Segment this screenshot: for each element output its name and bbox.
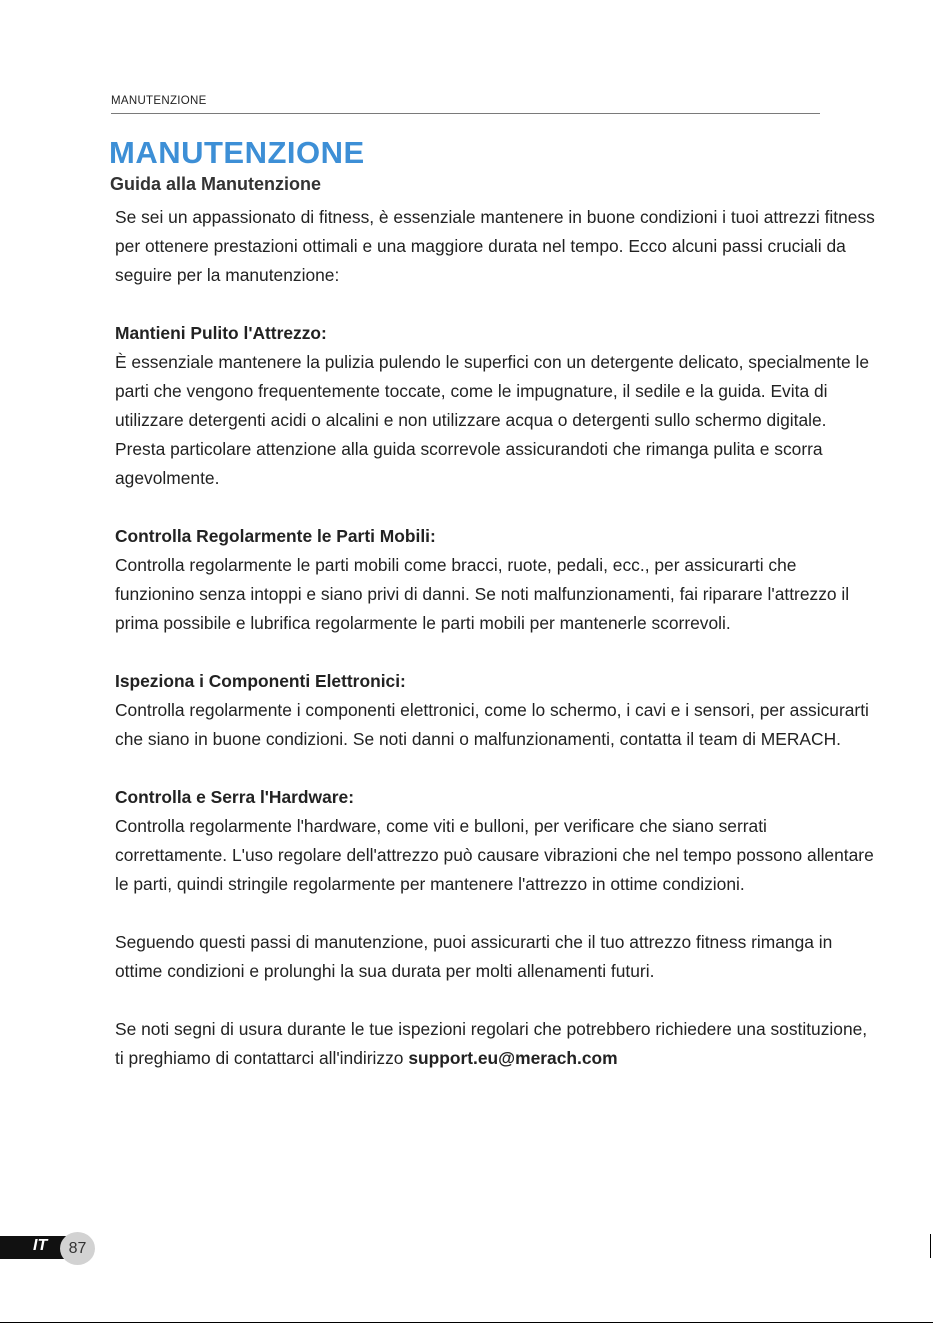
section-heading: Ispeziona i Componenti Elettronici: — [115, 671, 406, 691]
header-divider — [111, 113, 820, 114]
running-header: MANUTENZIONE — [111, 95, 207, 107]
section-electronics — [115, 667, 875, 754]
document-body — [115, 203, 875, 1102]
section-body: Controlla regolarmente le parti mobili come bracci, ruote, pedali, ecc., per assicurarti che funzionino senza intoppi e siano privi di danni. Se noti malfunzionamenti, fai riparare l'attrezzo il prima possibile e lubrifica regolarmente le parti mobili per mantenerle scorrevoli. — [115, 555, 850, 633]
section-body: Controlla regolarmente l'hardware, come viti e bulloni, per verificare che siano serrati correttamente. L'uso regolare dell'attrezzo può causare vibrazioni che nel tempo possono allentare le parti, quindi stringile regolarmente per mantenere l'attrezzo in ottime condizioni. — [115, 816, 874, 894]
page-subtitle: Guida alla Manutenzione — [110, 174, 322, 194]
section-moving-parts — [115, 522, 875, 638]
footer-language-label: IT — [33, 1237, 48, 1254]
crop-mark — [930, 1234, 931, 1258]
section-body: È essenziale mantenere la pulizia pulendo le superfici con un detergente delicato, specialmente le parti che vengono frequentemente toccate, come le impugnature, il sedile e la guida. Evita di utilizzare detergenti acidi o alcalini e non utilizzare acqua o detergenti sullo schermo digitale. Presta particolare attenzione alla guida scorrevole assicurandoti che rimanga pulita e scorra agevolmente. — [115, 352, 870, 488]
section-clean — [115, 319, 875, 493]
contact-text: Se noti segni di usura durante le tue ispezioni regolari che potrebbero richiedere una sostituzione, ti preghiamo di contattarci all'indirizzo — [115, 1019, 868, 1068]
closing-paragraph: Seguendo questi passi di manutenzione, puoi assicurarti che il tuo attrezzo fitness rimanga in ottime condizioni e prolunghi la sua durata per molti allenamenti futuri. — [115, 932, 833, 981]
section-heading: Controlla Regolarmente le Parti Mobili: — [115, 526, 436, 546]
section-body: Controlla regolarmente i componenti elettronici, come lo schermo, i cavi e i sensori, per assicurarti che siano in buone condizioni. Se noti danni o malfunzionamenti, contatta il team di MERACH. — [115, 700, 869, 749]
contact-paragraph — [115, 1015, 875, 1073]
section-hardware — [115, 783, 875, 899]
page-title: MANUTENZIONE — [109, 135, 365, 170]
page-number-badge: 87 — [60, 1232, 95, 1265]
section-heading: Controlla e Serra l'Hardware: — [115, 787, 354, 807]
support-email: support.eu@merach.com — [408, 1048, 618, 1068]
page-bottom-edge — [0, 1322, 933, 1323]
intro-paragraph: Se sei un appassionato di fitness, è essenziale mantenere in buone condizioni i tuoi attrezzi fitness per ottenere prestazioni ottimali e una maggiore durata nel tempo. Ecco alcuni passi cruciali da seguire per la manutenzione: — [115, 207, 875, 285]
section-heading: Mantieni Pulito l'Attrezzo: — [115, 323, 327, 343]
